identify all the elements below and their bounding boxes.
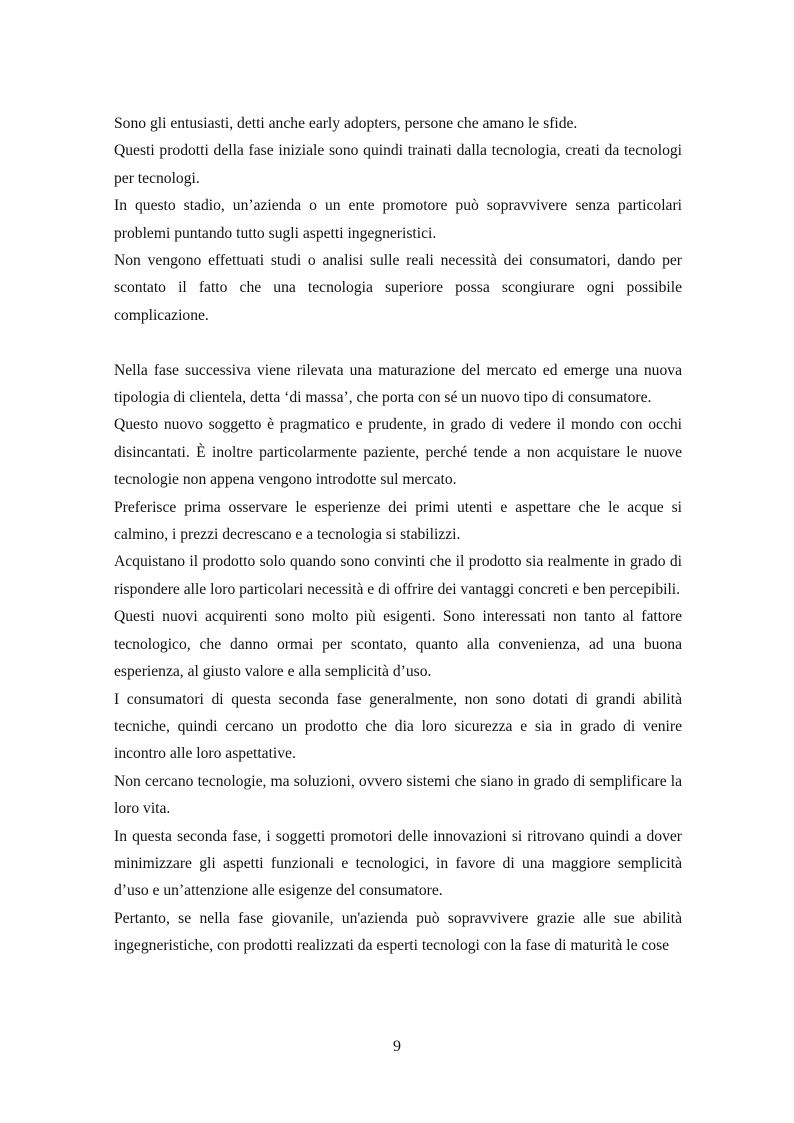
paragraph: Questi prodotti della fase iniziale sono quindi trainati dalla tecnologia, creati da tecnologi per tecnologi. [114, 142, 682, 187]
paragraph: Preferisce prima osservare le esperienze dei primi utenti e aspettare che le acque si calmino, i prezzi decrescano e a tecnologia si stabilizzi. [114, 498, 682, 544]
paragraph-gap [114, 329, 682, 356]
paragraph: I consumatori di questa seconda fase generalmente, non sono dotati di grandi abilità tecniche, quindi cercano un prodotto che dia loro sicurezza e sia in grado di venire incontro alle loro aspettative. [114, 690, 682, 763]
paragraph: In questo stadio, un’azienda o un ente promotore può sopravvivere senza particolari problemi puntando tutto sugli aspetti ingegneristici. [114, 197, 682, 242]
page-number: 9 [393, 1038, 401, 1055]
paragraph: Questi nuovi acquirenti sono molto più esigenti. Sono interessati non tanto al fattore tecnologico, che danno ormai per scontato, quanto alla convenienza, ad una buona esperienza, al giusto valore e alla semplicità d’uso. [114, 608, 682, 681]
paragraph: Acquistano il prodotto solo quando sono convinti che il prodotto sia realmente in grado di rispondere alle loro particolari necessità e di offrire dei vantaggi concreti e ben percepibili. [114, 553, 682, 598]
paragraph: In questa seconda fase, i soggetti promotori delle innovazioni si ritrovano quindi a dover minimizzare gli aspetti funzionali e tecnologici, in favore di una maggiore semplicità d’uso e un’attenzione alle esigenze del consumatore. [114, 827, 682, 900]
paragraph: Non vengono effettuati studi o analisi sulle reali necessità dei consumatori, dando per scontato il fatto che una tecnologia superiore possa scongiurare ogni possibile complicazione. [114, 252, 682, 324]
paragraph: Questo nuovo soggetto è pragmatico e prudente, in grado di vedere il mondo con occhi disincantati. È inoltre particolarmente paziente, perché tende a non acquistare le nuove tecnologie non appena vengono introdotte sul mercato. [114, 416, 682, 489]
paragraph: Non cercano tecnologie, ma soluzioni, ovvero sistemi che siano in grado di semplificare la loro vita. [114, 772, 682, 818]
paragraph: Pertanto, se nella fase giovanile, un'azienda può sopravvivere grazie alle sue abilità ingegneristiche, con prodotti realizzati da esperti tecnologi con la fase di maturità le cose [114, 909, 682, 955]
paragraph: Sono gli entusiasti, detti anche early adopters, persone che amano le sfide. [114, 115, 578, 132]
body-text [114, 110, 682, 960]
paragraph: Nella fase successiva viene rilevata una maturazione del mercato ed emerge una nuova tipologia di clientela, detta ‘di massa’, che porta con sé un nuovo tipo di consumatore. [114, 361, 682, 407]
